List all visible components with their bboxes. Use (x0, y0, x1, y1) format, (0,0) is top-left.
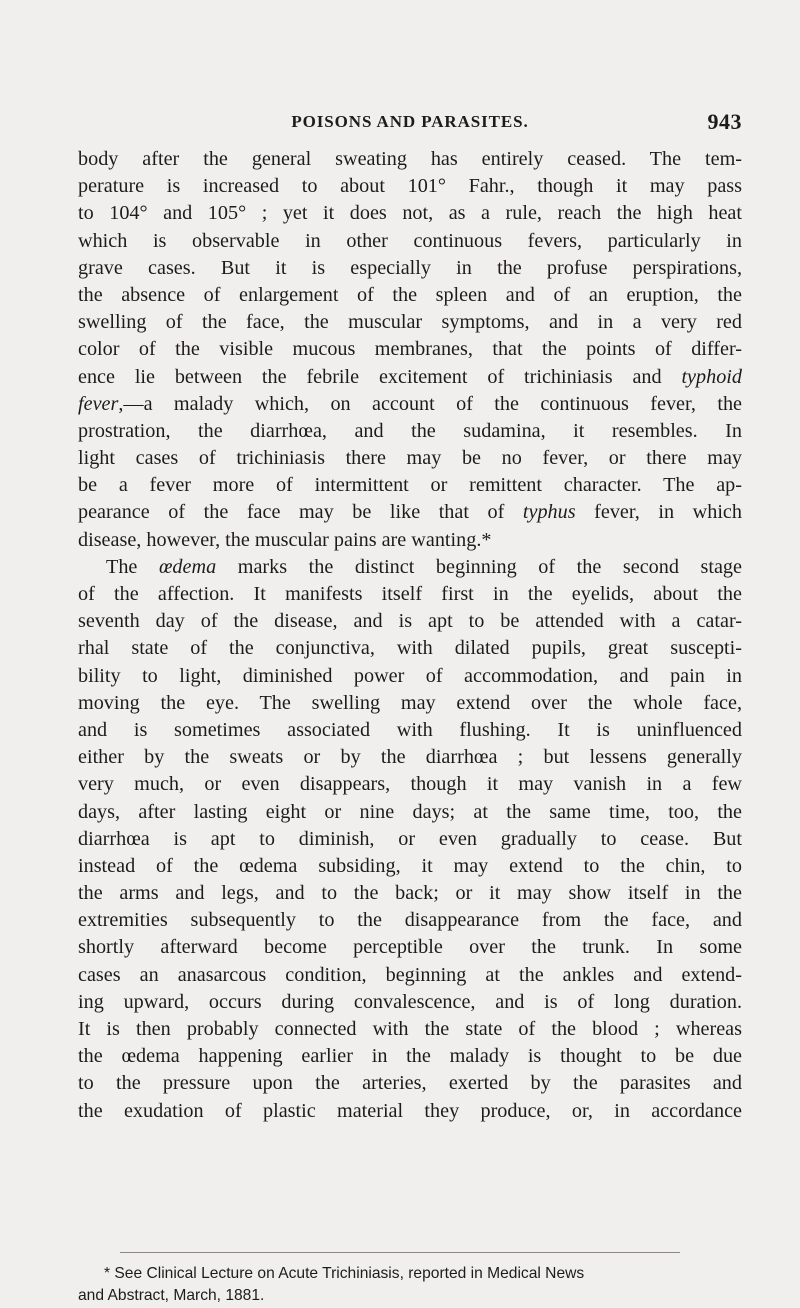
text-line: The œdema marks the distinct beginning of the second stage (106, 555, 742, 578)
body-text (78, 146, 742, 1125)
text-line: moving the eye. The swelling may extend over the whole face, (78, 691, 742, 714)
text-line: grave cases. But it is especially in the profuse perspirations, (78, 256, 742, 279)
text-line: color of the visible mucous membranes, that the points of differ- (78, 338, 742, 361)
italic-term: typhus (522, 501, 576, 524)
text-line: and is sometimes associated with flushing. It is uninfluenced (78, 718, 742, 741)
footnote-divider (120, 1252, 680, 1253)
footnote-line: and Abstract, March, 1881. (78, 1287, 265, 1304)
text-line: the absence of enlargement of the spleen and of an eruption, the (78, 283, 742, 306)
text-line: the arms and legs, and to the back; or it may show itself in the (78, 882, 742, 905)
text-line: body after the general sweating has entirely ceased. The tem- (78, 148, 742, 170)
text-line: very much, or even disappears, though it may vanish in a few (78, 773, 742, 796)
text-line: instead of the œdema subsiding, it may extend to the chin, to (78, 854, 742, 877)
footnote (78, 1263, 742, 1307)
text-line: cases an anasarcous condition, beginning at the ankles and extend- (78, 963, 742, 986)
running-header (78, 109, 742, 136)
page-number: 943 (707, 109, 742, 134)
text-line: which is observable in other continuous fevers, particularly in (78, 229, 742, 252)
text-line: light cases of trichiniasis there may be no fever, or there may (78, 447, 742, 470)
text-line: to the pressure upon the arteries, exerted by the parasites and (78, 1072, 742, 1095)
text-line: shortly afterward become perceptible over the trunk. In some (78, 936, 742, 959)
italic-term: œdema (158, 555, 217, 578)
italic-term: typhoid (681, 365, 742, 388)
text-line: ence lie between the febrile excitement of trichiniasis and typhoid (78, 365, 742, 388)
text-line: swelling of the face, the muscular symptoms, and in a very red (78, 311, 742, 334)
text-line: extremities subsequently to the disappearance from the face, and (78, 909, 742, 932)
footnote-line: * See Clinical Lecture on Acute Trichiniasis, reported in Medical News (104, 1265, 585, 1282)
text-line: rhal state of the conjunctiva, with dilated pupils, great suscepti- (78, 637, 742, 660)
text-line: prostration, the diarrhœa, and the sudamina, it resembles. In (78, 419, 742, 442)
text-line: the œdema happening earlier in the malady is thought to be due (78, 1045, 742, 1068)
text-line: be a fever more of intermittent or remittent character. The ap- (78, 474, 742, 497)
text-line: days, after lasting eight or nine days; at the same time, too, the (78, 800, 742, 823)
text-line: seventh day of the disease, and is apt to be attended with a catar- (78, 610, 742, 633)
text-line: to 104° and 105° ; yet it does not, as a rule, reach the high heat (78, 202, 742, 225)
text-line: pearance of the face may be like that of typhus fever, in which (78, 501, 742, 524)
text-line: bility to light, diminished power of accommodation, and pain in (78, 664, 742, 687)
text-line: It is then probably connected with the state of the blood ; whereas (78, 1018, 742, 1040)
running-header-title: POISONS AND PARASITES. (291, 112, 529, 131)
text-line: diarrhœa is apt to diminish, or even gradually to cease. But (78, 827, 742, 850)
text-line: either by the sweats or by the diarrhœa ; but lessens generally (78, 746, 742, 769)
italic-term: fever (78, 392, 119, 415)
text-line: perature is increased to about 101° Fahr., though it may pass (78, 175, 742, 198)
text-line: of the affection. It manifests itself first in the eyelids, about the (78, 583, 742, 605)
text-line: fever,—a malady which, on account of the continuous fever, the (78, 392, 742, 415)
text-line: disease, however, the muscular pains are wanting.* (78, 528, 492, 551)
text-line: the exudation of plastic material they produce, or, in accordance (78, 1099, 742, 1122)
text-line: ing upward, occurs during convalescence, and is of long duration. (78, 990, 742, 1013)
